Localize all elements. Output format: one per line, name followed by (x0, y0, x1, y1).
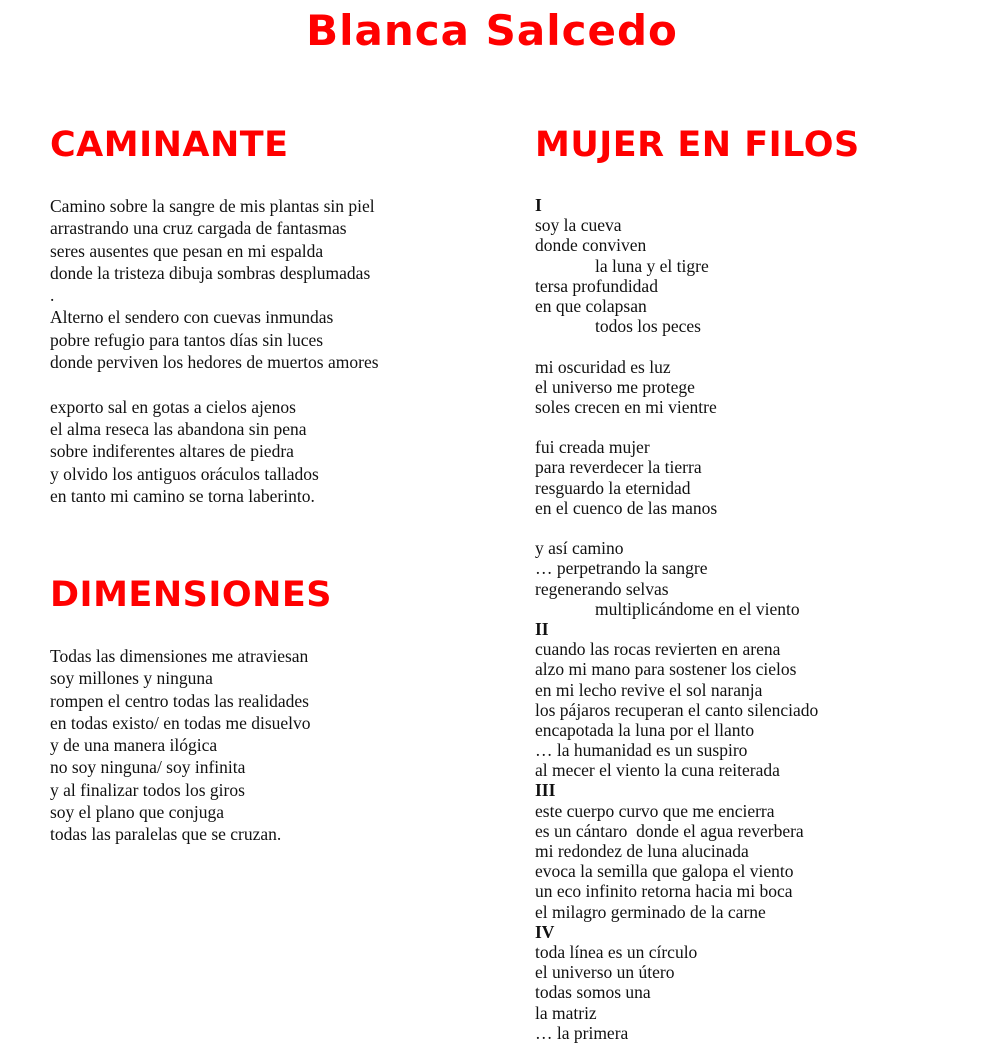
poem-line: encapotada la luna por el llanto (535, 719, 755, 740)
poem-line: en mi lecho revive el sol naranja (535, 679, 763, 700)
poem-line: para reverdecer la tierra (535, 457, 702, 478)
poem-line: Alterno el sendero con cuevas inmundas (50, 307, 334, 328)
author-name: Blanca Salcedo (306, 6, 678, 55)
section-number: III (535, 780, 556, 801)
poem-line: la matriz (535, 1002, 597, 1023)
poem-line: donde perviven los hedores de muertos amores (50, 352, 379, 373)
poem-line: alzo mi mano para sostener los cielos (535, 659, 797, 680)
poem-line: evoca la semilla que galopa el viento (535, 861, 794, 882)
poem-line: donde conviven (535, 235, 647, 256)
poem-line: donde la tristeza dibuja sombras desplumadas (50, 262, 371, 283)
poem-line: en el cuenco de las manos (535, 497, 718, 518)
poem-line: Camino sobre la sangre de mis plantas sin piel (50, 196, 375, 216)
poem-line: y de una manera ilógica (50, 735, 218, 756)
poem-line: mi redondez de luna alucinada (535, 841, 749, 861)
poem-line: los pájaros recuperan el canto silenciado (535, 699, 819, 720)
poem-line: rompen el centro todas las realidades (50, 690, 309, 711)
poem-body (50, 195, 490, 507)
poem-line: en tanto mi camino se torna laberinto. (50, 485, 315, 506)
poem-line: fui creada mujer (535, 437, 650, 458)
poem-line: en que colapsan (535, 295, 647, 316)
poem-line: en todas existo/ en todas me disuelvo (50, 712, 311, 733)
section-number: IV (535, 921, 555, 942)
poem-line: todas somos una (535, 982, 651, 1003)
poem-line: soy millones y ninguna (50, 668, 213, 689)
poem-line: este cuerpo curvo que me encierra (535, 800, 775, 821)
poem-line: el alma reseca las abandona sin pena (50, 418, 307, 439)
poem-line: resguardo la eternidad (535, 477, 691, 498)
poem-line: pobre refugio para tantos días sin luces (50, 329, 324, 350)
poem-line-indented: todos los peces (595, 316, 701, 337)
poem-line: es un cántaro donde el agua reverbera (535, 820, 804, 841)
stanza-gap (535, 336, 965, 356)
stanza-gap (535, 417, 965, 437)
poem-line-indented: multiplicándome en el viento (595, 598, 800, 619)
poem-title: MUJER EN FILOS (535, 125, 860, 165)
poem-line: el universo un útero (535, 962, 675, 983)
poem-dimensiones (50, 573, 490, 846)
poem-line: toda línea es un círculo (535, 941, 698, 962)
poem-line: el milagro germinado de la carne (535, 901, 766, 922)
poem-body (535, 195, 965, 1043)
poem-line: todas las paralelas que se cruzan. (50, 824, 282, 845)
stanza-gap (50, 373, 490, 395)
poem-line-indented: la luna y el tigre (595, 255, 709, 276)
section-number: I (535, 195, 542, 215)
poem-line: … la primera (535, 1022, 629, 1043)
poem-line: . (50, 285, 55, 306)
poem-line: y olvido los antiguos oráculos tallados (50, 463, 319, 484)
poem-line: al mecer el viento la cuna reiterada (535, 760, 780, 781)
poem-line: regenerando selvas (535, 578, 669, 599)
poem-line: soy la cueva (535, 215, 622, 236)
poem-line: soy el plano que conjuga (50, 802, 224, 823)
poem-line: Todas las dimensiones me atraviesan (50, 646, 309, 666)
poem-line: seres ausentes que pesan en mi espalda (50, 240, 324, 261)
poem-line: cuando las rocas revierten en arena (535, 639, 781, 660)
poem-line: … perpetrando la sangre (535, 558, 708, 579)
poem-line: un eco infinito retorna hacia mi boca (535, 881, 793, 902)
poem-line: exporto sal en gotas a cielos ajenos (50, 396, 296, 417)
poem-mujer-en-filos (535, 123, 965, 1043)
poem-line: y así camino (535, 538, 624, 559)
poem-line: mi oscuridad es luz (535, 356, 671, 377)
poem-line: arrastrando una cruz cargada de fantasmas (50, 218, 347, 239)
poem-line: y al finalizar todos los giros (50, 779, 245, 800)
poem-title: CAMINANTE (50, 125, 289, 165)
poem-line: sobre indiferentes altares de piedra (50, 441, 294, 462)
section-number: II (535, 618, 549, 639)
stanza-gap (535, 518, 965, 538)
poem-line: no soy ninguna/ soy infinita (50, 757, 246, 778)
poem-title: DIMENSIONES (50, 575, 332, 615)
poem-line: soles crecen en mi vientre (535, 396, 717, 417)
poem-line: tersa profundidad (535, 275, 658, 296)
poem-body (50, 645, 490, 846)
poem-line: el universo me protege (535, 376, 695, 397)
poem-caminante (50, 123, 490, 507)
poem-line: … la humanidad es un suspiro (535, 740, 748, 761)
